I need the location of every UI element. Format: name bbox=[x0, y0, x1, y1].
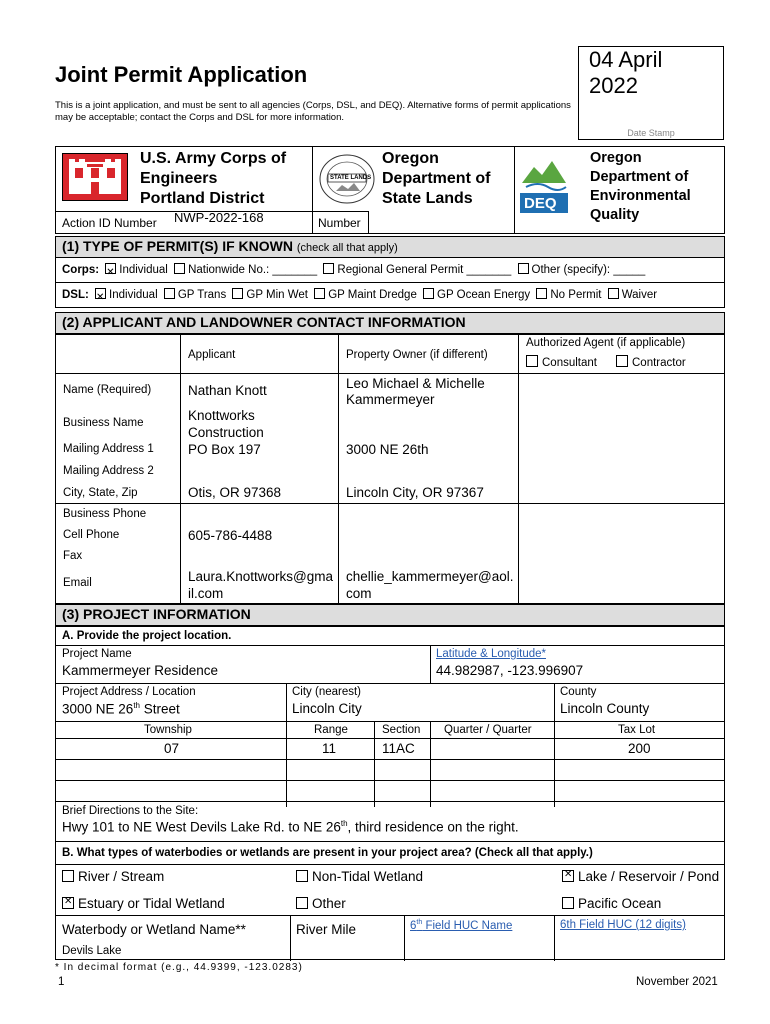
section-3b-label: B. What types of waterbodies or wetlands are present in your project area? (Check all that apply.) bbox=[62, 847, 593, 859]
applicant-name[interactable]: Nathan Knott bbox=[188, 383, 267, 398]
city-label: City, State, Zip bbox=[63, 487, 138, 499]
dsl-gp-maint-checkbox[interactable] bbox=[314, 288, 325, 299]
mail2-label: Mailing Address 2 bbox=[63, 465, 154, 477]
corps-permit-row bbox=[55, 258, 725, 283]
pacific-option bbox=[562, 896, 661, 911]
dsl-gp-trans-label: GP Trans bbox=[177, 289, 227, 301]
date-stamp-label: Date Stamp bbox=[627, 128, 675, 138]
page-number: 1 bbox=[58, 976, 65, 988]
section-1-title: (1) TYPE OF PERMIT(S) IF KNOWN bbox=[62, 238, 293, 254]
deq-line: Quality bbox=[590, 207, 640, 223]
deq-logo-text: DEQ bbox=[524, 195, 557, 212]
other-checkbox[interactable] bbox=[296, 897, 308, 909]
agent-consultant-option bbox=[526, 355, 597, 369]
corps-nationwide-label: Nationwide No.: _______ bbox=[188, 264, 318, 276]
dsl-line: State Lands bbox=[382, 190, 473, 207]
project-name-label: Project Name bbox=[62, 648, 132, 660]
consultant-checkbox[interactable] bbox=[526, 355, 538, 367]
owner-mail1[interactable]: 3000 NE 26th bbox=[346, 442, 429, 457]
dsl-individual-label: Individual bbox=[109, 289, 158, 301]
dsl-gp-ocean-label: GP Ocean Energy bbox=[437, 289, 531, 301]
section-3a-label: A. Provide the project location. bbox=[62, 630, 232, 642]
action-id-row bbox=[56, 211, 312, 234]
other-option bbox=[296, 896, 346, 911]
river-option bbox=[62, 869, 164, 884]
owner-email-1[interactable]: chellie_kammermeyer@aol. bbox=[346, 569, 514, 584]
huc-name-text: Field HUC Name bbox=[422, 919, 513, 932]
intro-text: This is a joint application, and must be sent to all agencies (Corps, DSL, and DEQ). Alternative forms of permit applications may be acceptable; contact the Corps and DSL for more information. bbox=[55, 100, 571, 123]
email-label: Email bbox=[63, 577, 92, 589]
cell-label: Cell Phone bbox=[63, 529, 120, 541]
lake-label: Lake / Reservoir / Pond bbox=[578, 869, 720, 884]
latlong-value[interactable]: 44.982987, -123.996907 bbox=[436, 663, 584, 678]
corps-individual-label: Individual bbox=[119, 264, 168, 276]
range-value[interactable]: 11 bbox=[322, 741, 337, 756]
dsl-waiver-checkbox[interactable] bbox=[608, 288, 619, 299]
river-label: River / Stream bbox=[78, 869, 165, 884]
directions-value[interactable] bbox=[62, 819, 519, 835]
footer-note: * In decimal format (e.g., 44.9399, -123.0283) bbox=[55, 962, 303, 973]
directions-sup: th bbox=[340, 819, 348, 828]
township-value[interactable]: 07 bbox=[164, 741, 180, 756]
dsl-line: Department of bbox=[382, 170, 491, 187]
nontidal-label: Non-Tidal Wetland bbox=[312, 869, 424, 884]
name-label: Name (Required) bbox=[63, 384, 152, 396]
applicant-email-2[interactable]: il.com bbox=[188, 586, 224, 601]
address-value[interactable] bbox=[62, 701, 180, 717]
section-3-heading bbox=[55, 604, 725, 626]
applicant-business-2[interactable]: Construction bbox=[188, 425, 264, 440]
dsl-no-permit-label: No Permit bbox=[550, 289, 602, 301]
dsl-gp-min-wet-checkbox[interactable] bbox=[232, 288, 243, 299]
dsl-gp-ocean-checkbox[interactable] bbox=[423, 288, 434, 299]
nontidal-option bbox=[296, 869, 423, 884]
form-title: Joint Permit Application bbox=[55, 62, 308, 87]
dsl-seal-logo bbox=[318, 153, 376, 205]
deq-name bbox=[590, 149, 691, 225]
taxlot-label: Tax Lot bbox=[618, 724, 656, 736]
waterbody-label: Waterbody or Wetland Name** bbox=[62, 922, 246, 937]
business-phone-label: Business Phone bbox=[63, 508, 147, 520]
pacific-label: Pacific Ocean bbox=[578, 896, 662, 911]
pacific-checkbox[interactable] bbox=[562, 897, 574, 909]
applicant-cell[interactable]: 605-786-4488 bbox=[188, 528, 273, 543]
deq-line: Oregon bbox=[590, 150, 642, 166]
section-3-title: (3) PROJECT INFORMATION bbox=[62, 606, 251, 622]
corps-line: Engineers bbox=[140, 170, 218, 187]
latlong-label[interactable]: Latitude & Longitude* bbox=[436, 648, 546, 660]
dsl-name bbox=[382, 149, 490, 209]
footer-date: November 2021 bbox=[636, 976, 718, 988]
river-mile-label: River Mile bbox=[296, 922, 357, 937]
business-label: Business Name bbox=[63, 417, 144, 429]
action-id-value[interactable]: NWP-2022-168 bbox=[174, 210, 264, 225]
divider bbox=[514, 147, 515, 233]
fax-label: Fax bbox=[63, 550, 83, 562]
dsl-gp-trans-checkbox[interactable] bbox=[164, 288, 175, 299]
contractor-checkbox[interactable] bbox=[616, 355, 628, 367]
deq-logo bbox=[518, 151, 570, 215]
date-line-1: 04 April bbox=[589, 47, 663, 72]
river-checkbox[interactable] bbox=[62, 870, 74, 882]
contact-table bbox=[55, 334, 725, 604]
dsl-permit-label: DSL: bbox=[62, 289, 89, 301]
corps-line: U.S. Army Corps of bbox=[140, 150, 287, 167]
section-2-title: (2) APPLICANT AND LANDOWNER CONTACT INFORMATION bbox=[62, 314, 466, 330]
project-name[interactable]: Kammermeyer Residence bbox=[62, 663, 219, 678]
corps-regional-checkbox[interactable] bbox=[323, 263, 334, 274]
waterbody-value[interactable]: Devils Lake bbox=[62, 945, 122, 957]
estuary-label: Estuary or Tidal Wetland bbox=[78, 896, 225, 911]
castle-icon bbox=[63, 154, 127, 200]
dsl-waiver-label: Waiver bbox=[621, 289, 658, 301]
corps-castle-logo bbox=[62, 153, 128, 201]
directions-suffix: , third residence on the right. bbox=[347, 819, 519, 835]
corps-nationwide-checkbox[interactable] bbox=[174, 263, 185, 274]
corps-other-checkbox[interactable] bbox=[518, 263, 529, 274]
corps-name bbox=[140, 149, 286, 209]
range-label: Range bbox=[314, 724, 348, 736]
estuary-option bbox=[62, 896, 225, 911]
dsl-individual-checkbox[interactable] bbox=[95, 288, 106, 299]
other-label: Other bbox=[312, 896, 346, 911]
address-label: Project Address / Location bbox=[62, 686, 196, 698]
township-label: Township bbox=[144, 724, 192, 736]
deq-line: Department of bbox=[590, 169, 689, 185]
section-value[interactable]: 11AC bbox=[382, 741, 415, 756]
city-nearest[interactable]: Lincoln City bbox=[292, 701, 362, 716]
quarter-label: Quarter / Quarter bbox=[444, 724, 532, 736]
section-1-subtitle: (check all that apply) bbox=[296, 242, 398, 254]
agency-header bbox=[55, 146, 725, 234]
section-2-heading bbox=[55, 312, 725, 334]
estuary-checkbox[interactable] bbox=[62, 897, 74, 909]
date-stamp-box[interactable] bbox=[578, 46, 724, 140]
lake-checkbox[interactable] bbox=[562, 870, 574, 882]
county-value[interactable]: Lincoln County bbox=[560, 701, 650, 716]
date-line-2: 2022 bbox=[589, 73, 638, 98]
dsl-number-label: Number bbox=[318, 216, 361, 230]
dsl-permit-row bbox=[55, 283, 725, 308]
corps-other-label: Other (specify): _____ bbox=[531, 264, 646, 276]
project-table bbox=[55, 626, 725, 960]
huc-name-sup: th bbox=[416, 919, 423, 926]
owner-city[interactable]: Lincoln City, OR 97367 bbox=[346, 485, 484, 500]
section-label: Section bbox=[382, 724, 421, 736]
directions-label: Brief Directions to the Site: bbox=[62, 805, 199, 817]
dsl-number-row bbox=[312, 211, 369, 234]
col-agent: Authorized Agent (if applicable) bbox=[526, 337, 686, 349]
applicant-business-1[interactable]: Knottworks bbox=[188, 408, 255, 423]
agent-contractor-option bbox=[616, 355, 686, 369]
date-value bbox=[589, 47, 662, 99]
lake-option bbox=[562, 869, 719, 884]
deq-line: Environmental bbox=[590, 188, 691, 204]
mail1-label: Mailing Address 1 bbox=[63, 443, 154, 455]
col-applicant: Applicant bbox=[188, 349, 236, 361]
corps-line: Portland District bbox=[140, 190, 265, 207]
corps-regional-label: Regional General Permit _______ bbox=[337, 264, 512, 276]
dsl-line: Oregon bbox=[382, 150, 439, 167]
owner-email-2[interactable]: com bbox=[346, 586, 372, 601]
consultant-label: Consultant bbox=[542, 357, 597, 369]
col-owner: Property Owner (if different) bbox=[346, 349, 488, 361]
address-sup: th bbox=[133, 701, 140, 710]
applicant-city[interactable]: Otis, OR 97368 bbox=[188, 485, 282, 500]
dsl-no-permit-checkbox[interactable] bbox=[536, 288, 547, 299]
city-nearest-label: City (nearest) bbox=[292, 686, 362, 698]
action-id-label: Action ID Number bbox=[62, 216, 157, 230]
dsl-gp-maint-label: GP Maint Dredge bbox=[328, 289, 417, 301]
section-1-heading bbox=[55, 236, 725, 258]
owner-name-2[interactable]: Kammermeyer bbox=[346, 392, 435, 407]
applicant-mail1[interactable]: PO Box 197 bbox=[188, 442, 261, 457]
huc-name-label[interactable] bbox=[410, 919, 512, 932]
address-main: 3000 NE 26 bbox=[62, 701, 134, 717]
corps-individual-checkbox[interactable] bbox=[105, 263, 116, 274]
dsl-seal-text: STATE LANDS bbox=[330, 175, 372, 181]
dsl-gp-min-wet-label: GP Min Wet bbox=[246, 289, 308, 301]
huc-name-num: 6 bbox=[410, 919, 417, 932]
directions-main: Hwy 101 to NE West Devils Lake Rd. to NE 26 bbox=[62, 819, 341, 835]
contractor-label: Contractor bbox=[632, 357, 686, 369]
owner-name-1[interactable]: Leo Michael & Michelle bbox=[346, 376, 485, 391]
applicant-email-1[interactable]: Laura.Knottworks@gma bbox=[188, 569, 334, 584]
nontidal-checkbox[interactable] bbox=[296, 870, 308, 882]
county-label: County bbox=[560, 686, 597, 698]
huc-digits-label[interactable]: 6th Field HUC (12 digits) bbox=[560, 919, 686, 931]
taxlot-value[interactable]: 200 bbox=[628, 741, 651, 756]
corps-permit-label: Corps: bbox=[62, 264, 100, 276]
address-suffix: Street bbox=[139, 701, 180, 717]
